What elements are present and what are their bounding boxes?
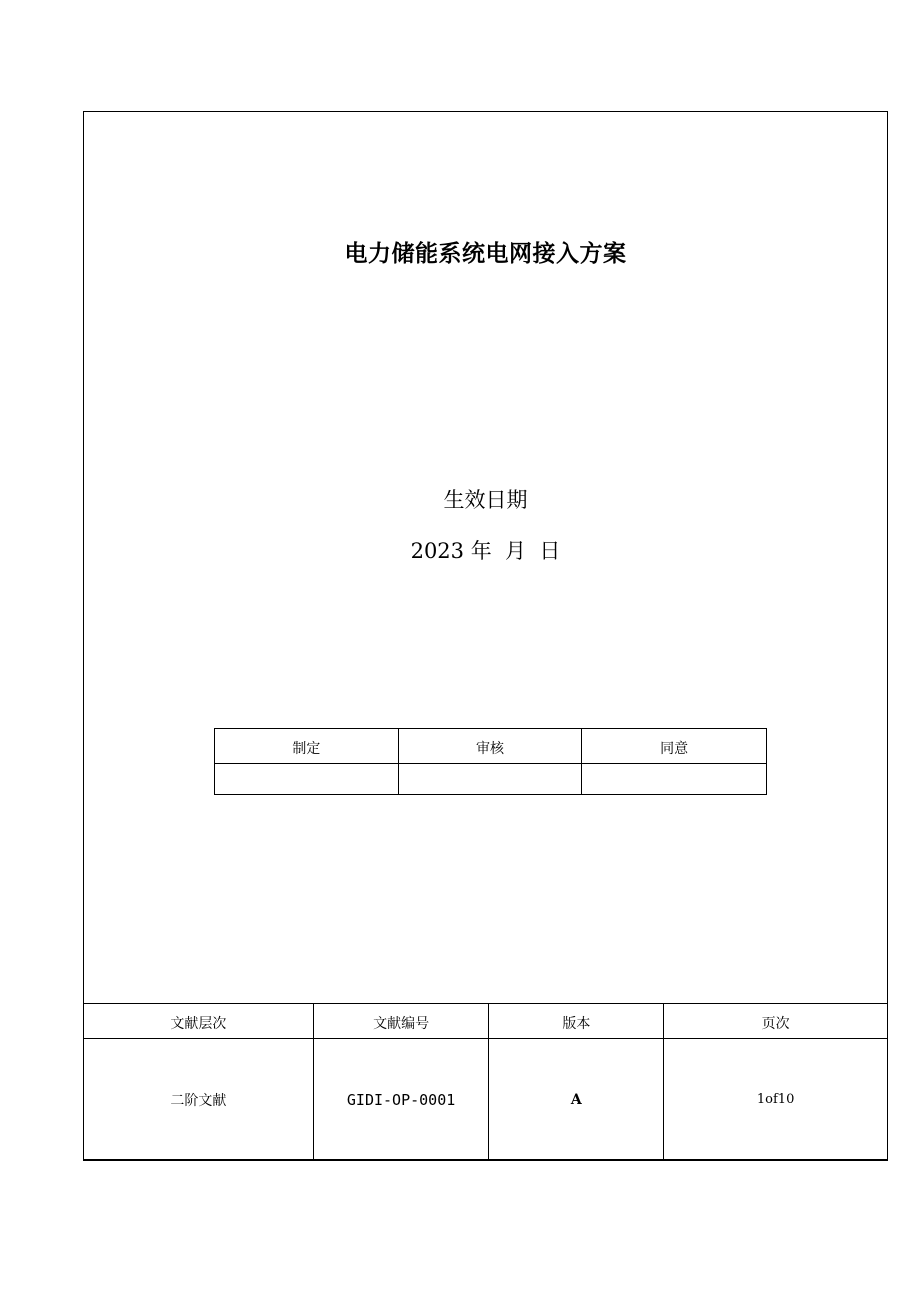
approval-table (214, 728, 767, 795)
effective-date-label: 生效日期 (443, 488, 528, 512)
approval-value-reviewed (398, 764, 582, 795)
effective-date-value: 2023 年 月 日 (410, 539, 561, 563)
approval-value-prepared (215, 764, 399, 795)
value-document-level: 二阶文献 (84, 1039, 314, 1161)
approval-value-row (215, 764, 767, 795)
page-frame (83, 111, 888, 1160)
document-info-table (83, 1003, 888, 1161)
value-page: 1of10 (664, 1039, 888, 1161)
header-version: 版本 (489, 1004, 664, 1039)
document-info-header-row (84, 1004, 888, 1039)
header-document-number: 文献编号 (313, 1004, 489, 1039)
approval-header-row (215, 729, 767, 764)
approval-value-approved (582, 764, 767, 795)
document-title: 电力储能系统电网接入方案 (344, 241, 627, 267)
approval-header-approved: 同意 (582, 729, 767, 764)
header-page: 页次 (664, 1004, 888, 1039)
approval-header-prepared: 制定 (215, 729, 399, 764)
document-info-value-row (84, 1039, 888, 1161)
approval-header-reviewed: 审核 (398, 729, 582, 764)
header-document-level: 文献层次 (84, 1004, 314, 1039)
value-document-number: GIDI-OP-0001 (313, 1039, 489, 1161)
value-version: A (489, 1039, 664, 1161)
